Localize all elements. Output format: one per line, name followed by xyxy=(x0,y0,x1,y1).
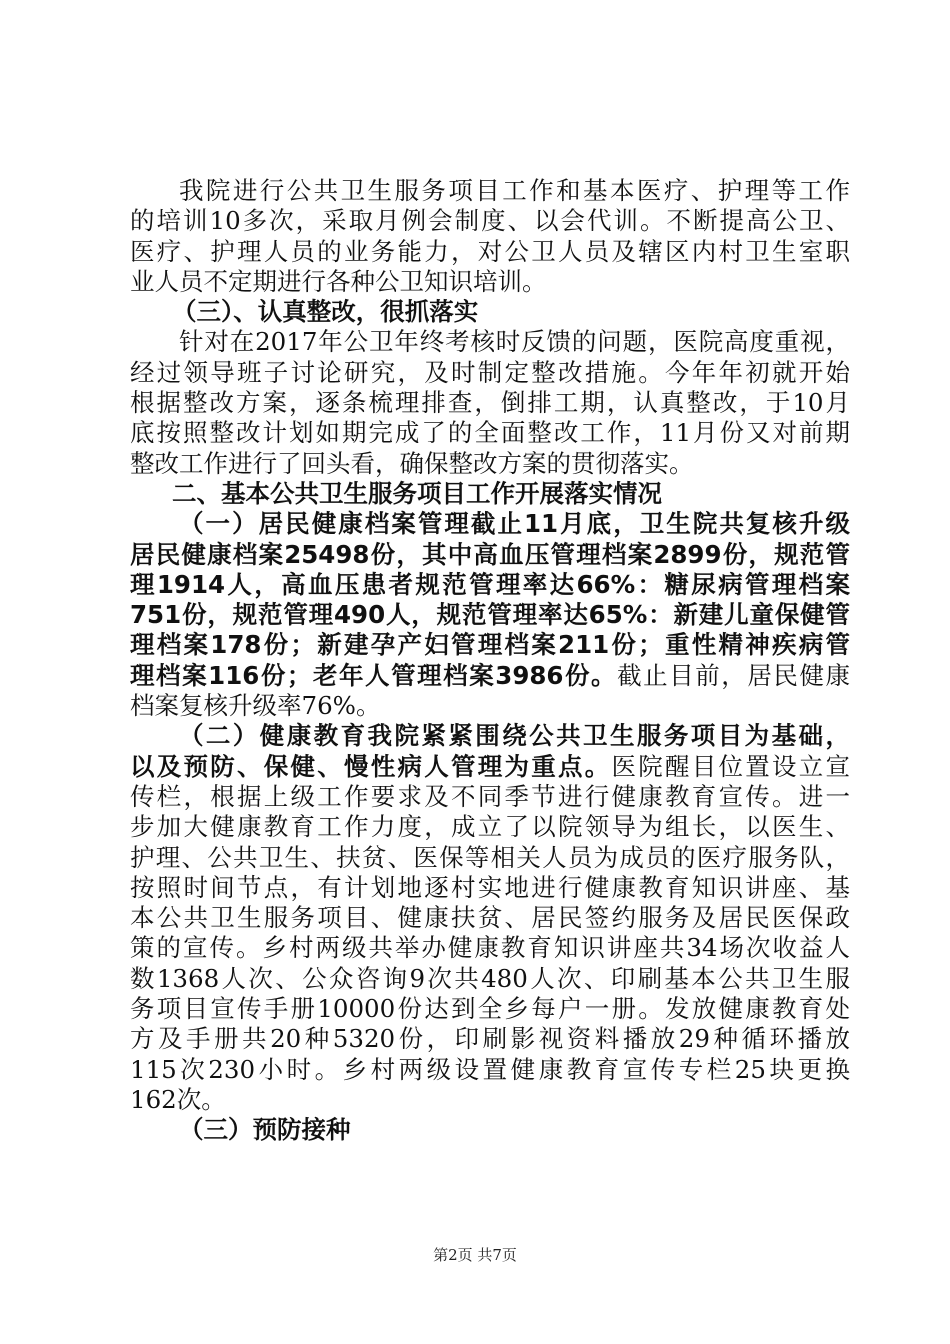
paragraph-line: 115次230小时。乡村两级设置健康教育宣传专栏25块更换 xyxy=(130,1054,850,1084)
paragraph-line: （二）健康教育我院紧紧围绕公共卫生服务项目为基础， xyxy=(179,721,850,751)
plain-run: 医院醒目位置设立宣 xyxy=(611,751,850,781)
paragraph-line: 理档案178份；新建孕产妇管理档案211份；重性精神疾病管 xyxy=(130,630,850,660)
paragraph-line: 按照时间节点，有计划地逐村实地进行健康教育知识讲座、基 xyxy=(130,872,850,902)
section-heading: （三）预防接种 xyxy=(179,1115,351,1145)
paragraph-line: 策的宣传。乡村两级共举办健康教育知识讲座共34场次收益人 xyxy=(130,933,850,963)
bold-run: 以及预防、保健、慢性病人管理为重点。 xyxy=(130,751,612,781)
page-footer: 第2页 共7页 xyxy=(433,1246,517,1264)
paragraph-line: 针对在2017年公卫年终考核时反馈的问题，医院高度重视， xyxy=(179,327,850,357)
paragraph-line: 整改工作进行了回头看，确保整改方案的贯彻落实。 xyxy=(130,448,694,478)
paragraph-line: 的培训10多次，采取月例会制度、以会代训。不断提高公卫、 xyxy=(130,206,850,236)
paragraph-line: 医疗、护理人员的业务能力，对公卫人员及辖区内村卫生室职 xyxy=(130,236,850,266)
paragraph-line: 根据整改方案，逐条梳理排查，倒排工期，认真整改，于10月 xyxy=(130,388,850,418)
paragraph-line: 传栏，根据上级工作要求及不同季节进行健康教育宣传。进一 xyxy=(130,781,850,811)
document-body xyxy=(130,176,850,1146)
paragraph-line: （一）居民健康档案管理截止11月底，卫生院共复核升级 xyxy=(179,509,850,539)
paragraph-line: 理1914人，高血压患者规范管理率达66%：糖尿病管理档案 xyxy=(130,569,850,599)
paragraph-line: 底按照整改计划如期完成了的全面整改工作，11月份又对前期 xyxy=(130,418,850,448)
section-heading: （三）、认真整改，很抓落实 xyxy=(172,297,479,327)
paragraph-line: 务项目宣传手册10000份达到全乡每户一册。发放健康教育处 xyxy=(130,994,850,1024)
paragraph-line: 档案复核升级率76%。 xyxy=(130,691,381,721)
paragraph-line: 护理、公共卫生、扶贫、医保等相关人员为成员的医疗服务队， xyxy=(130,842,850,872)
paragraph-line: 数1368人次、公众咨询9次共480人次、印刷基本公共卫生服 xyxy=(130,963,850,993)
paragraph-line: 居民健康档案25498份，其中高血压管理档案2899份，规范管 xyxy=(130,539,850,569)
paragraph-line xyxy=(130,661,850,691)
paragraph-line: 方及手册共20种5320份，印刷影视资料播放29种循环播放 xyxy=(130,1024,850,1054)
paragraph-line: 业人员不定期进行各种公卫知识培训。 xyxy=(130,266,547,296)
paragraph-line: 751份，规范管理490人，规范管理率达65%：新建儿童保健管 xyxy=(130,600,850,630)
section-heading: 二、基本公共卫生服务项目工作开展落实情况 xyxy=(172,478,662,508)
paragraph-line: 我院进行公共卫生服务项目工作和基本医疗、护理等工作 xyxy=(179,176,850,205)
paragraph-line: 经过领导班子讨论研究，及时制定整改措施。今年年初就开始 xyxy=(130,357,850,387)
plain-run: 截止目前，居民健康 xyxy=(617,660,850,690)
bold-run: 理档案116份；老年人管理档案3986份。 xyxy=(130,660,618,690)
paragraph-line xyxy=(130,752,850,782)
paragraph-line: 162次。 xyxy=(130,1084,226,1114)
paragraph-line: 本公共卫生服务项目、健康扶贫、居民签约服务及居民医保政 xyxy=(130,903,850,933)
paragraph-line: 步加大健康教育工作力度，成立了以院领导为组长，以医生、 xyxy=(130,812,850,842)
